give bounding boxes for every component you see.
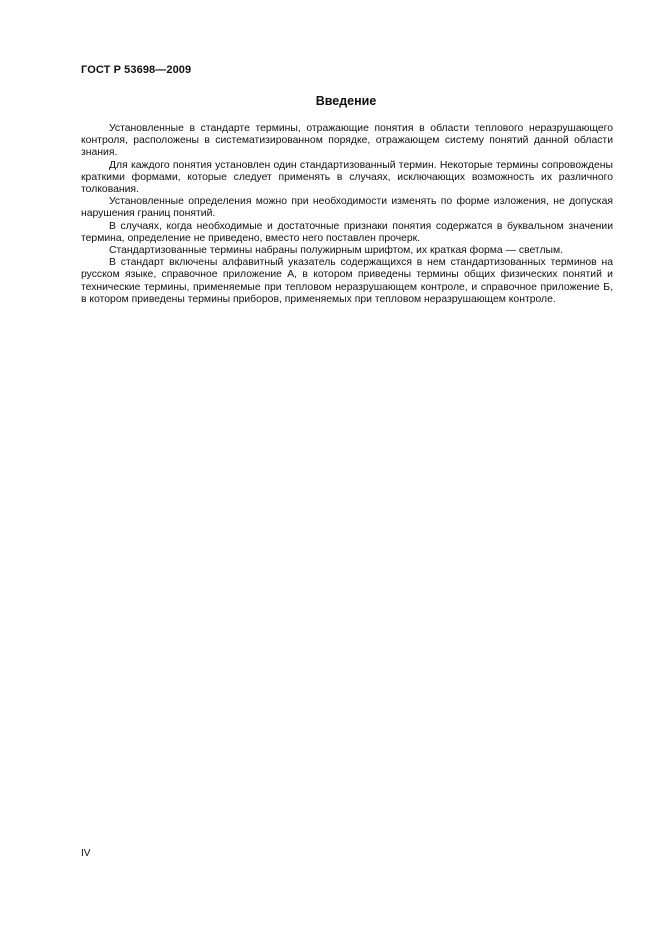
introduction-body [81, 123, 613, 306]
paragraph: Установленные в стандарте термины, отражающие понятия в области теплового неразрушающего контроля, расположены в систематизированном порядке, отражающем систему понятий данной области знания. [81, 123, 613, 159]
paragraph: Для каждого понятия установлен один стандартизованный термин. Некоторые термины сопровождены краткими формами, которые следует применять в случаях, исключающих возможность их различного толкования. [81, 159, 613, 196]
page-number: IV [81, 848, 91, 859]
paragraph: Стандартизованные термины набраны полужирным шрифтом, их краткая форма — светлым. [109, 245, 564, 257]
section-title: Введение [315, 94, 377, 108]
paragraph: Установленные определения можно при необходимости изменять по форме изложения, не допуская нарушения границ понятий. [81, 196, 613, 220]
paragraph: В случаях, когда необходимые и достаточные признаки понятия содержатся в буквальном значении термина, определение не приведено, вместо него поставлен прочерк. [81, 220, 613, 244]
document-header: ГОСТ Р 53698—2009 [81, 64, 192, 76]
paragraph: В стандарт включены алфавитный указатель содержащихся в нем стандартизованных терминов на русском языке, справочное приложение А, в котором приведены термины общих физических понятий и технические термины, применяемые при тепловом неразрушающем контроле, и справочное приложение Б, в котором приведены термины приборов, применяемых при тепловом неразрушающем контроле. [81, 257, 613, 305]
